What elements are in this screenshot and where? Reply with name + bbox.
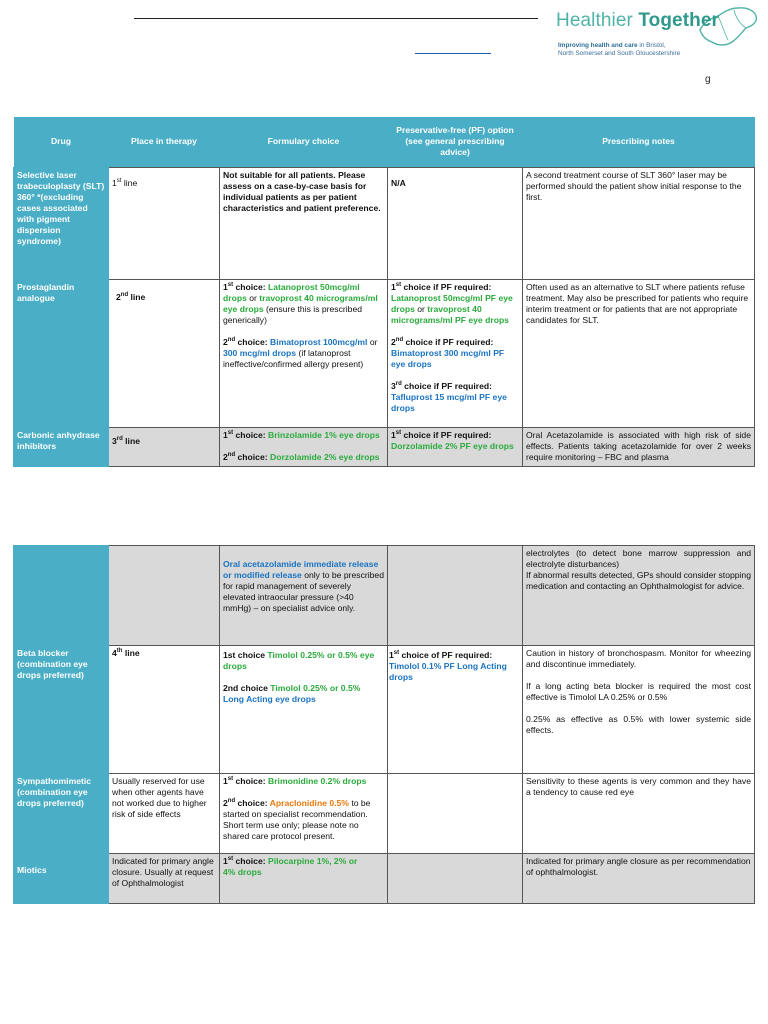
formulary-table-2 bbox=[13, 545, 755, 904]
drug-cell: Selective laser trabeculoplasty (SLT) 360° *(excluding cases associated with pigment dispersion syndrome) bbox=[14, 167, 109, 279]
formulary-cell: 1st choice: Latanoprost 50mcg/ml drops or travoprost 40 micrograms/ml eye drops (ensure this is prescribed generically) 2nd choice: Bimatoprost 100mcg/ml or 300 mcg/ml drops (if latanoprost ineffective/confirmed allergy present) bbox=[220, 279, 388, 427]
pf-cell: 1st choice if PF required: Dorzolamide 2% PF eye drops bbox=[388, 427, 523, 466]
place-cell: Indicated for primary angle closure. Usually at request of Ophthalmologist bbox=[109, 854, 220, 904]
formulary-cell: 1st choice Timolol 0.25% or 0.5% eye drops 2nd choice Timolol 0.25% or 0.5% Long Acting eye drops bbox=[220, 646, 388, 774]
drug-cell: Sympathomimetic (combination eye drops preferred) bbox=[14, 774, 109, 854]
notes-cell: Indicated for primary angle closure as per recommendation of ophthalmologist. bbox=[523, 854, 755, 904]
notes-cell: A second treatment course of SLT 360° laser may be performed should the patient show initial response to the first. bbox=[523, 167, 755, 279]
place-cell: Usually reserved for use when other agents have not worked due to higher risk of side effects bbox=[109, 774, 220, 854]
formulary-cell: Oral acetazolamide immediate release or modified release only to be prescribed for rapid management of severely elevated intraocular pressure (>40 mmHg) – on specialist advice only. bbox=[220, 546, 388, 646]
column-header-formulary: Formulary choice bbox=[220, 117, 388, 167]
column-header-place: Place in therapy bbox=[109, 117, 220, 167]
formulary-cell: 1st choice: Pilocarpine 1%, 2% or 4% drops bbox=[220, 854, 388, 904]
place-cell: 2nd line bbox=[109, 279, 220, 427]
notes-cell: electrolytes (to detect bone marrow suppression and electrolyte disturbances) If abnormal results detected, GPs should consider stopping medication and contacting an Ophthalmologist for advice. bbox=[523, 546, 755, 646]
place-cell bbox=[109, 546, 220, 646]
drug-cell bbox=[14, 546, 109, 646]
header-link-underline bbox=[415, 53, 491, 54]
header-rule bbox=[134, 18, 538, 19]
logo-word-together: Together bbox=[638, 10, 719, 31]
pf-cell: 1st choice if PF required: Latanoprost 50mcg/ml PF eye drops or travoprost 40 micrograms/ml PF eye drops 2nd choice if PF required: Bimatoprost 300 mcg/ml PF eye drops 3rd choice if PF required: Tafluprost 15 mcg/ml PF eye drops bbox=[388, 279, 523, 427]
table-row-beta-blocker bbox=[14, 646, 755, 774]
pf-cell: 1st choice of PF required: Timolol 0.1% PF Long Acting drops bbox=[388, 646, 523, 774]
page-marker: g bbox=[705, 74, 711, 85]
column-header-notes: Prescribing notes bbox=[523, 117, 755, 167]
pf-cell bbox=[388, 774, 523, 854]
table-row-sympathomimetic bbox=[14, 774, 755, 854]
table-row-slt bbox=[14, 167, 755, 279]
table-header-row bbox=[14, 117, 755, 167]
formulary-cell: Not suitable for all patients. Please assess on a case-by-case basis for individual patients as per patient characteristics and patient preference. bbox=[220, 167, 388, 279]
place-cell: 4th line bbox=[109, 646, 220, 774]
drug-cell: Miotics bbox=[14, 854, 109, 904]
pf-cell: N/A bbox=[388, 167, 523, 279]
logo-word-healthier: Healthier bbox=[556, 10, 633, 31]
notes-cell: Oral Acetazolamide is associated with high risk of side effects. Patients taking acetazolamide for over 2 weeks require monitoring – FBC and plasma bbox=[523, 427, 755, 466]
table-row-carbonic bbox=[14, 427, 755, 466]
table-row-miotics bbox=[14, 854, 755, 904]
drug-cell: Prostaglandin analogue bbox=[14, 279, 109, 427]
notes-cell: Sensitivity to these agents is very common and they have a tendency to cause red eye bbox=[523, 774, 755, 854]
notes-cell: Caution in history of bronchospasm. Monitor for wheezing and discontinue immediately. If a long acting beta blocker is required the most cost effective is Timolol LA 0.25% or 0.5% 0.25% as effective as 0.5% with lower systemic side effects. bbox=[523, 646, 755, 774]
drug-cell: Carbonic anhydrase inhibitors bbox=[14, 427, 109, 466]
column-header-pf: Preservative-free (PF) option (see general prescribing advice) bbox=[388, 117, 523, 167]
pf-cell bbox=[388, 854, 523, 904]
notes-cell: Often used as an alternative to SLT where patients refuse treatment. May also be prescribed for patients who require interim treatment or for patients that are not appropriate candidates for SLT. bbox=[523, 279, 755, 427]
drug-cell: Beta blocker (combination eye drops preferred) bbox=[14, 646, 109, 774]
column-header-drug: Drug bbox=[14, 117, 109, 167]
formulary-table-1 bbox=[13, 117, 755, 467]
place-cell: 3rd line bbox=[109, 427, 220, 466]
healthier-together-logo bbox=[554, 4, 760, 64]
formulary-cell: 1st choice: Brinzolamide 1% eye drops 2nd choice: Dorzolamide 2% eye drops bbox=[220, 427, 388, 466]
table-row-carbonic-continued bbox=[14, 546, 755, 646]
place-cell: 1st line bbox=[109, 167, 220, 279]
table-row-prostaglandin bbox=[14, 279, 755, 427]
logo-subtitle: Improving health and care in Bristol, North Somerset and South Gloucestershire bbox=[558, 42, 681, 57]
pf-cell bbox=[388, 546, 523, 646]
formulary-cell: 1st choice: Brimonidine 0.2% drops 2nd choice: Apraclonidine 0.5% to be started on specialist recommendation. Short term use only; please note no shared care protocol present. bbox=[220, 774, 388, 854]
